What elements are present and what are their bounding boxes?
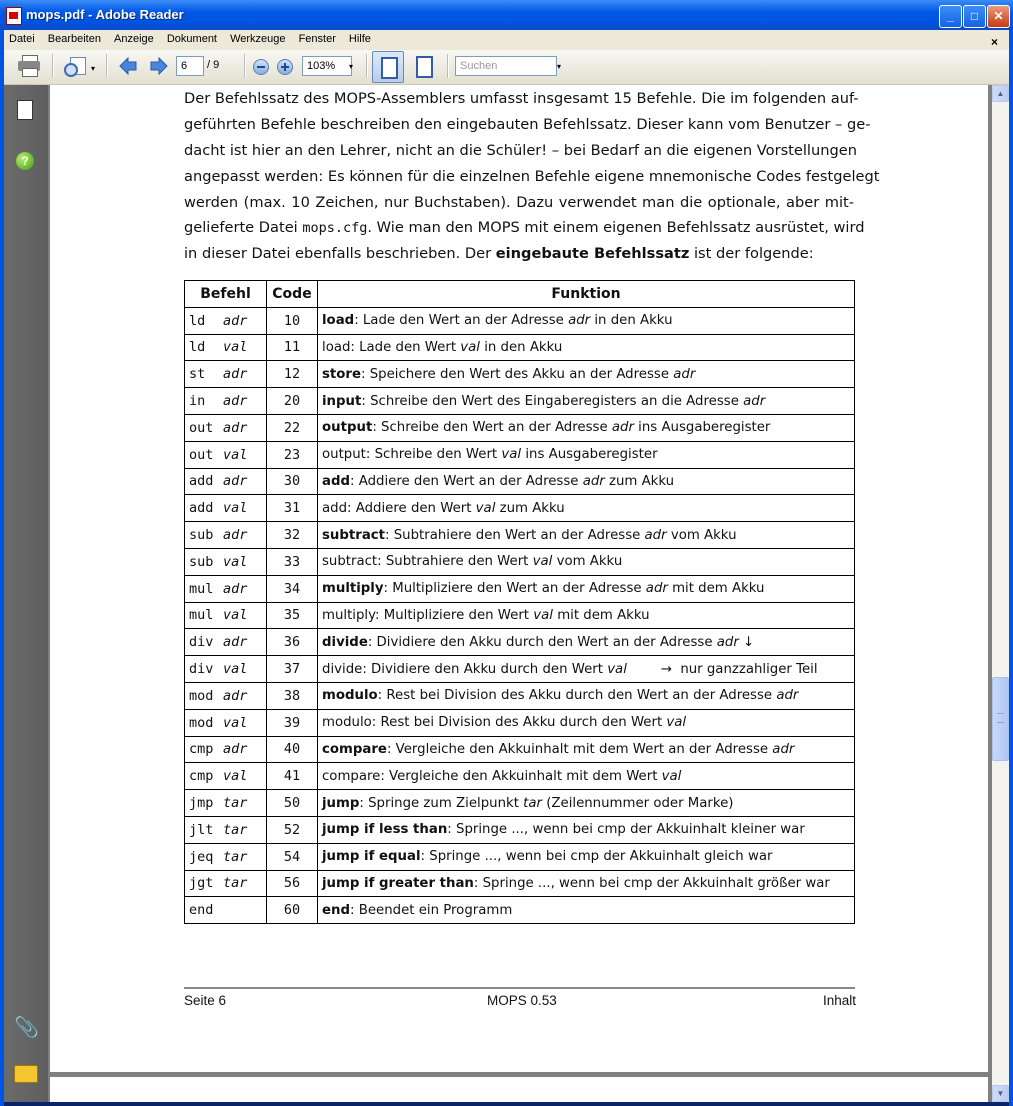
variable: adr <box>716 634 739 650</box>
minimize-button[interactable]: _ <box>939 5 962 28</box>
keyword: subtract <box>322 554 378 570</box>
description: : Subtrahiere den Wert <box>377 554 533 570</box>
mnemonic: st <box>189 366 206 383</box>
description: : Springe ..., wenn bei cmp der Akkuinhalt gleich war <box>420 849 773 865</box>
keyword: modulo <box>322 715 372 731</box>
funktion-cell <box>318 548 855 575</box>
funktion-cell <box>318 629 855 656</box>
table-row <box>185 575 855 602</box>
print-icon[interactable] <box>18 55 40 75</box>
keyword: compare <box>322 768 381 784</box>
find-icon[interactable] <box>64 55 86 77</box>
funktion-cell <box>318 575 855 602</box>
close-button[interactable]: ✕ <box>987 5 1010 28</box>
keyword: output <box>322 447 366 463</box>
variable: adr <box>644 527 667 543</box>
table-row <box>185 361 855 388</box>
operand: adr <box>223 473 248 490</box>
mnemonic: div <box>189 634 214 651</box>
befehl-cell <box>185 388 267 415</box>
table-row <box>185 790 855 817</box>
variable: adr <box>776 688 799 704</box>
operand: adr <box>223 419 248 436</box>
paragraph-line: werden (max. 10 Zeichen, nur Buchstaben). Dazu verwendet man die optionale, aber mit- <box>184 193 854 211</box>
funktion-cell <box>318 736 855 763</box>
code-cell: 39 <box>267 709 318 736</box>
arrow-right-icon <box>149 56 169 76</box>
befehl-cell <box>185 790 267 817</box>
funktion-cell <box>318 334 855 361</box>
zoom-dropdown-arrow[interactable]: ▾ <box>349 62 354 71</box>
table-row <box>185 468 855 495</box>
operand: tar <box>223 821 248 838</box>
window-title: mops.pdf - Adobe Reader <box>26 7 184 22</box>
menu-hilfe[interactable]: Hilfe <box>348 33 371 45</box>
zoom-in-button[interactable] <box>277 59 293 75</box>
keyword: jump <box>322 795 360 811</box>
operand: adr <box>223 312 248 329</box>
funktion-cell <box>318 361 855 388</box>
operand: adr <box>223 366 248 383</box>
description: : Beendet ein Programm <box>350 902 513 918</box>
operand: adr <box>223 580 248 597</box>
table-row <box>185 522 855 549</box>
table-row <box>185 388 855 415</box>
funktion-cell <box>318 307 855 334</box>
menu-bar <box>4 30 1009 50</box>
next-page-top <box>50 1077 988 1102</box>
description: : Rest bei Division des Akku durch den Wert an der Adresse <box>377 688 777 704</box>
find-dropdown-arrow[interactable]: ▾ <box>91 64 96 73</box>
table-row <box>185 495 855 522</box>
befehl-cell <box>185 414 267 441</box>
description-tail: vom Akku <box>552 554 623 570</box>
operand: adr <box>223 741 248 758</box>
code-cell: 23 <box>267 441 318 468</box>
scroll-up-button[interactable]: ▲ <box>992 85 1009 102</box>
code-cell: 56 <box>267 870 318 897</box>
funktion-cell <box>318 522 855 549</box>
table-row <box>185 736 855 763</box>
description: : Schreibe den Wert <box>365 447 502 463</box>
description-tail: ins Ausgaberegister <box>521 447 658 463</box>
code-cell: 54 <box>267 843 318 870</box>
keyword: jump if equal <box>322 849 421 865</box>
mnemonic: add <box>189 473 214 490</box>
keyword: input <box>322 393 362 409</box>
menu-dokument[interactable]: Dokument <box>166 33 217 45</box>
mnemonic: jgt <box>189 875 214 892</box>
mnemonic: div <box>189 661 214 678</box>
befehl-cell <box>185 334 267 361</box>
page-total: / 9 <box>207 59 220 71</box>
description: : Springe ..., wenn bei cmp der Akkuinhalt größer war <box>473 875 830 891</box>
funktion-cell <box>318 763 855 790</box>
maximize-button[interactable]: □ <box>963 5 986 28</box>
code-cell: 50 <box>267 790 318 817</box>
description: : Schreibe den Wert an der Adresse <box>372 420 612 436</box>
paragraph-line <box>184 241 854 267</box>
befehl-cell <box>185 736 267 763</box>
mnemonic: out <box>189 446 214 463</box>
code-cell: 36 <box>267 629 318 656</box>
table-row <box>185 816 855 843</box>
description: : Dividiere den Akku durch den Wert an der Adresse <box>367 634 717 650</box>
help-icon[interactable]: ? <box>16 152 34 170</box>
variable: val <box>501 447 522 463</box>
operand: val <box>223 500 248 517</box>
variable: adr <box>611 420 634 436</box>
mnemonic: add <box>189 500 214 517</box>
mnemonic: mul <box>189 580 214 597</box>
variable: tar <box>523 795 542 811</box>
operand: adr <box>223 687 248 704</box>
befehl-cell <box>185 843 267 870</box>
operand: adr <box>223 634 248 651</box>
description: : Schreibe den Wert des Eingaberegisters an die Adresse <box>361 393 744 409</box>
operand: adr <box>223 527 248 544</box>
fit-page-icon <box>416 56 433 78</box>
operand: val <box>223 661 248 678</box>
mnemonic: ld <box>189 339 206 356</box>
menu-anzeige[interactable]: Anzeige <box>114 33 154 45</box>
operand: val <box>223 768 248 785</box>
keyword: jump if less than <box>322 822 448 838</box>
mnemonic: cmp <box>189 741 214 758</box>
previous-page-button[interactable] <box>118 56 138 76</box>
paragraph-line <box>184 215 865 241</box>
toolbar-separator <box>244 54 246 78</box>
variable: val <box>666 715 687 731</box>
description-tail: in den Akku <box>479 339 563 355</box>
funktion-cell <box>318 388 855 415</box>
code-cell: 32 <box>267 522 318 549</box>
variable: adr <box>645 581 668 597</box>
table-row <box>185 897 855 924</box>
befehl-cell <box>185 495 267 522</box>
befehl-cell <box>185 522 267 549</box>
menu-datei[interactable]: Datei <box>9 33 35 45</box>
toolbar-separator <box>447 54 449 78</box>
description-tail: ↓ <box>738 634 755 650</box>
code-cell: 11 <box>267 334 318 361</box>
table-row <box>185 441 855 468</box>
mnemonic: mod <box>189 687 214 704</box>
description: : Springe zum Zielpunkt <box>359 795 524 811</box>
arrow-left-icon <box>118 56 138 76</box>
paragraph-line: dacht ist hier an den Lehrer, nicht an die Schüler! – bei Bedarf an die eigenen Vorstellungen <box>184 141 857 159</box>
toolbar-separator <box>106 54 108 78</box>
table-row <box>185 763 855 790</box>
funktion-cell <box>318 602 855 629</box>
funktion-cell <box>318 870 855 897</box>
keyword: jump if greater than <box>322 875 474 891</box>
text-run: ist der folgende: <box>689 245 814 263</box>
description: : Speichere den Wert des Akku an der Adresse <box>360 366 674 382</box>
description: : Addiere den Wert <box>347 500 476 516</box>
table-row <box>185 709 855 736</box>
column-header-befehl: Befehl <box>185 281 267 308</box>
mnemonic: sub <box>189 527 214 544</box>
page-number-input[interactable]: 6 <box>176 56 204 76</box>
befehl-cell <box>185 602 267 629</box>
mnemonic: mod <box>189 714 214 731</box>
mnemonic: mul <box>189 607 214 624</box>
table-row <box>185 656 855 683</box>
column-header-funktion: Funktion <box>318 281 855 308</box>
description-tail: → nur ganzzahliger Teil <box>626 661 818 677</box>
document-close-button[interactable]: × <box>990 35 998 49</box>
footer-rule <box>184 987 855 989</box>
keyword: load <box>322 339 351 355</box>
pages-icon[interactable] <box>17 100 33 120</box>
code-cell: 33 <box>267 548 318 575</box>
funktion-cell <box>318 709 855 736</box>
menu-bearbeiten[interactable]: Bearbeiten <box>47 33 101 45</box>
code-cell: 22 <box>267 414 318 441</box>
operand: tar <box>223 875 248 892</box>
befehl-cell <box>185 816 267 843</box>
funktion-cell <box>318 682 855 709</box>
description-tail: zum Akku <box>604 473 675 489</box>
toolbar <box>4 50 1009 85</box>
keyword: add <box>322 500 348 516</box>
code-cell: 30 <box>267 468 318 495</box>
funktion-cell <box>318 468 855 495</box>
description: : Addiere den Wert an der Adresse <box>350 473 583 489</box>
mnemonic: in <box>189 393 206 410</box>
description-tail: in den Akku <box>590 313 673 329</box>
body-paragraph <box>184 86 880 267</box>
variable: adr <box>772 741 795 757</box>
keyword: output <box>322 420 373 436</box>
table-row <box>185 548 855 575</box>
navigation-panel <box>4 85 48 1102</box>
fit-page-button[interactable] <box>412 54 436 78</box>
operand: val <box>223 607 248 624</box>
code-cell: 40 <box>267 736 318 763</box>
variable: adr <box>743 393 766 409</box>
table-header-row <box>185 281 855 308</box>
description-tail: (Zeilennummer oder Marke) <box>541 795 734 811</box>
code-cell: 52 <box>267 816 318 843</box>
variable: adr <box>582 473 605 489</box>
pdf-app-icon <box>6 7 22 25</box>
befehl-cell <box>185 682 267 709</box>
title-bar[interactable] <box>0 0 1013 30</box>
operand: val <box>223 339 248 356</box>
operand: adr <box>223 393 248 410</box>
befehl-cell <box>185 629 267 656</box>
keyword: divide <box>322 661 363 677</box>
code-cell: 31 <box>267 495 318 522</box>
zoom-level-input[interactable]: 103% <box>302 56 352 76</box>
description: : Springe ..., wenn bei cmp der Akkuinhalt kleiner war <box>447 822 805 838</box>
toolbar-separator <box>52 54 54 78</box>
description: : Vergleiche den Akkuinhalt mit dem Wert an der Adresse <box>386 741 773 757</box>
befehl-cell <box>185 361 267 388</box>
pdf-page <box>50 85 988 1072</box>
vertical-scrollbar[interactable] <box>992 85 1009 1102</box>
footer-title: MOPS 0.53 <box>487 993 557 1008</box>
befehl-cell <box>185 656 267 683</box>
toolbar-separator <box>366 54 368 78</box>
search-dropdown-arrow[interactable]: ▾ <box>557 62 562 71</box>
keyword: store <box>322 366 361 382</box>
description: : Dividiere den Akku durch den Wert <box>362 661 608 677</box>
variable: adr <box>673 366 696 382</box>
keyword: subtract <box>322 527 386 543</box>
befehl-cell <box>185 575 267 602</box>
mnemonic: cmp <box>189 768 214 785</box>
search-input[interactable]: Suchen <box>455 56 557 76</box>
description: : Lade den Wert an der Adresse <box>354 313 569 329</box>
scrollbar-thumb[interactable] <box>992 677 1009 761</box>
funktion-cell <box>318 495 855 522</box>
variable: val <box>460 339 480 355</box>
table-row <box>185 843 855 870</box>
footer-contents-link[interactable]: Inhalt <box>823 993 857 1008</box>
funktion-cell <box>318 414 855 441</box>
description-tail: mit dem Akku <box>552 607 650 623</box>
text-run: . Wie man den MOPS mit einem eigenen Befehlssatz ausrüstet, wird <box>367 219 865 237</box>
keyword: divide <box>322 634 368 650</box>
funktion-cell <box>318 441 855 468</box>
variable: val <box>475 500 496 516</box>
scroll-down-button[interactable]: ▼ <box>992 1085 1009 1102</box>
table-row <box>185 334 855 361</box>
befehl-cell <box>185 870 267 897</box>
befehl-cell <box>185 897 267 924</box>
code-cell: 12 <box>267 361 318 388</box>
window-border-bottom <box>4 1102 1009 1106</box>
befehl-cell <box>185 548 267 575</box>
mnemonic: jlt <box>189 821 214 838</box>
column-header-code: Code <box>267 281 318 308</box>
operand: val <box>223 446 248 463</box>
operand: tar <box>223 795 248 812</box>
mnemonic: ld <box>189 312 206 329</box>
footer-page-number: Seite 6 <box>184 993 227 1008</box>
keyword: modulo <box>322 688 378 704</box>
variable: val <box>607 661 627 677</box>
mnemonic: out <box>189 419 214 436</box>
code-cell: 20 <box>267 388 318 415</box>
fit-width-button[interactable] <box>372 51 404 83</box>
code-cell: 38 <box>267 682 318 709</box>
code-cell: 37 <box>267 656 318 683</box>
operand: val <box>223 553 248 570</box>
mnemonic: jeq <box>189 848 214 865</box>
comments-icon[interactable] <box>14 1065 38 1083</box>
keyword: add <box>322 473 351 489</box>
menu-werkzeuge[interactable]: Werkzeuge <box>230 33 286 45</box>
description: : Rest bei Division des Akku durch den Wert <box>371 715 667 731</box>
fit-width-icon <box>381 57 398 79</box>
code-cell: 10 <box>267 307 318 334</box>
emphasis: eingebaute Befehlssatz <box>495 245 690 263</box>
funktion-cell <box>318 816 855 843</box>
text-run: in dieser Datei ebenfalls beschrieben. Der <box>184 245 496 263</box>
funktion-cell <box>318 790 855 817</box>
table-row <box>185 602 855 629</box>
description: : Subtrahiere den Wert an der Adresse <box>385 527 645 543</box>
befehl-cell <box>185 441 267 468</box>
mnemonic: sub <box>189 553 214 570</box>
mnemonic: end <box>189 902 214 919</box>
instruction-table <box>184 280 855 924</box>
table-row <box>185 870 855 897</box>
filename: mops.cfg <box>302 220 368 237</box>
document-area <box>48 85 992 1102</box>
funktion-cell <box>318 656 855 683</box>
funktion-cell <box>318 897 855 924</box>
keyword: end <box>322 902 351 918</box>
keyword: compare <box>322 741 387 757</box>
operand: tar <box>223 848 248 865</box>
befehl-cell <box>185 763 267 790</box>
paragraph-line: angepasst werden: Es können für die einzelnen Befehle eigene mnemonische Codes festgelegt <box>184 167 880 185</box>
befehl-cell <box>185 307 267 334</box>
befehl-cell <box>185 709 267 736</box>
description-tail: vom Akku <box>666 527 737 543</box>
operand: val <box>223 714 248 731</box>
variable: val <box>533 607 553 623</box>
table-row <box>185 307 855 334</box>
paragraph-line: Der Befehlssatz des MOPS-Assemblers umfasst insgesamt 15 Befehle. Die im folgenden auf- <box>184 90 859 107</box>
code-cell: 60 <box>267 897 318 924</box>
code-cell: 41 <box>267 763 318 790</box>
code-cell: 34 <box>267 575 318 602</box>
keyword: multiply <box>322 581 384 597</box>
funktion-cell <box>318 843 855 870</box>
description-tail: mit dem Akku <box>667 581 765 597</box>
zoom-out-button[interactable] <box>253 59 269 75</box>
description: : Lade den Wert <box>350 339 461 355</box>
description: : Vergleiche den Akkuinhalt mit dem Wert <box>380 768 662 784</box>
next-page-button[interactable] <box>149 56 169 76</box>
description-tail: zum Akku <box>495 500 565 516</box>
window-border-right <box>1009 30 1013 1106</box>
code-cell: 35 <box>267 602 318 629</box>
befehl-cell <box>185 468 267 495</box>
mnemonic: jmp <box>189 795 214 812</box>
table-row <box>185 414 855 441</box>
variable: val <box>532 554 553 570</box>
paperclip-icon[interactable]: 📎 <box>14 1017 39 1039</box>
table-row <box>185 629 855 656</box>
menu-fenster[interactable]: Fenster <box>298 33 336 45</box>
paragraph-line: geführten Befehle beschreiben den eingebauten Befehlssatz. Dieser kann vom Benutzer – ge- <box>184 115 871 133</box>
variable: adr <box>568 313 591 329</box>
description-tail: ins Ausgaberegister <box>633 420 771 436</box>
description: : Multipliziere den Wert <box>375 607 534 623</box>
table-row <box>185 682 855 709</box>
variable: val <box>661 768 682 784</box>
description: : Multipliziere den Wert an der Adresse <box>383 581 646 597</box>
keyword: load <box>322 313 355 329</box>
keyword: multiply <box>322 607 376 623</box>
text-run: gelieferte Datei <box>184 219 303 237</box>
